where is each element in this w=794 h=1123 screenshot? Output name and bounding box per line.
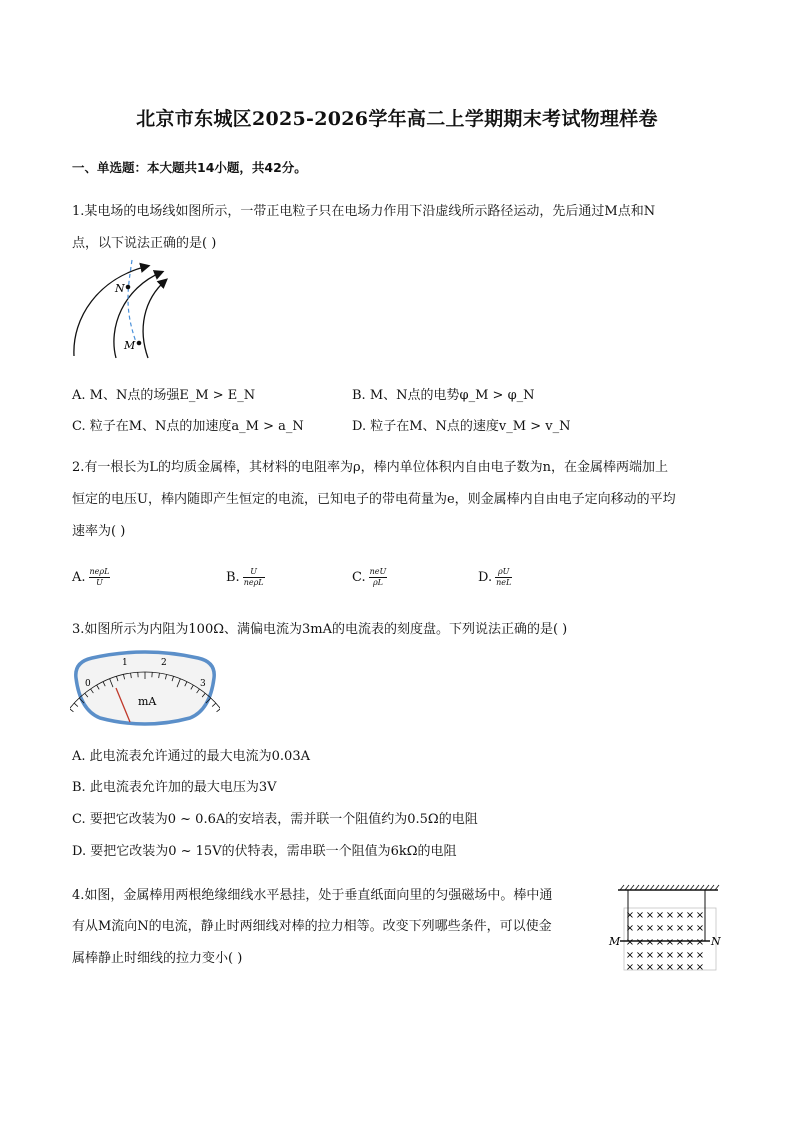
field-cross: ×: [655, 950, 665, 961]
q1-stem-line1: 1.某电场的电场线如图所示，一带正电粒子只在电场力作用下沿虚线所示路径运动，先后通过M点和N: [72, 204, 656, 219]
q1-field-line-figure: [68, 258, 168, 363]
field-cross: ×: [635, 962, 645, 972]
field-cross: ×: [695, 950, 705, 961]
q2-option-b[interactable]: B. $\frac{U}{\text{neρL}}$: [226, 567, 264, 587]
field-cross: ×: [665, 923, 675, 934]
field-cross: ×: [685, 923, 695, 934]
field-cross: ×: [665, 950, 675, 961]
field-cross: ×: [625, 910, 635, 921]
field-cross: ×: [695, 910, 705, 921]
point-m: [137, 341, 142, 346]
field-cross: ×: [695, 962, 705, 972]
q3-option-c[interactable]: C. 要把它改装为0 ~ 0.6A的安培表，需并联一个阻值约为0.5Ω的电阻: [72, 812, 478, 827]
field-cross: ×: [675, 962, 685, 972]
q2-stem-line3: 速率为( ): [72, 524, 126, 539]
dial-tick-mark: [217, 709, 220, 712]
q4-magnetic-field-figure: [608, 884, 724, 972]
field-cross: ×: [635, 937, 645, 948]
dial-tick-3: 3: [200, 679, 206, 689]
dial-tick-1: 1: [122, 658, 128, 668]
q2-option-c[interactable]: C. $\frac{\text{neU}}{\rho L}$: [352, 567, 387, 587]
q4-stem-line3: 属棒静止时细线的拉力变小( ): [72, 951, 243, 966]
q1-option-b[interactable]: B. M、N点的电势φ_M > φ_N: [352, 388, 535, 403]
field-cross: ×: [675, 923, 685, 934]
point-n: [126, 285, 131, 290]
field-cross: ×: [685, 910, 695, 921]
q1-option-c[interactable]: C. 粒子在M、N点的加速度a_M > a_N: [72, 419, 304, 434]
dial-tick-0: 0: [85, 679, 91, 689]
field-cross: ×: [685, 962, 695, 972]
field-cross: ×: [675, 937, 685, 948]
field-cross: ×: [645, 962, 655, 972]
q1-stem-line2: 点，以下说法正确的是( ): [72, 236, 217, 251]
field-cross: ×: [665, 962, 675, 972]
field-cross: ×: [685, 950, 695, 961]
field-cross: ×: [685, 937, 695, 948]
field-cross: ×: [625, 923, 635, 934]
dial-tick-mark: [212, 703, 216, 706]
q3-option-b[interactable]: B. 此电流表允许加的最大电压为3V: [72, 780, 277, 795]
field-cross: ×: [635, 910, 645, 921]
rod-label-m: M: [609, 935, 621, 948]
dial-tick-mark: [70, 709, 73, 712]
field-cross: ×: [655, 910, 665, 921]
label-n: N: [115, 282, 125, 295]
rod-label-n: N: [711, 935, 721, 948]
field-cross: ×: [675, 910, 685, 921]
field-cross: ×: [645, 910, 655, 921]
dial-tick-2: 2: [161, 658, 167, 668]
q1-option-d[interactable]: D. 粒子在M、N点的速度v_M > v_N: [352, 419, 571, 434]
label-m: M: [124, 339, 136, 352]
field-cross: ×: [665, 937, 675, 948]
field-cross: ×: [625, 962, 635, 972]
dial-face: [76, 652, 214, 724]
q2-stem-line1: 2.有一根长为L的均质金属棒，其材料的电阻率为ρ，棒内单位体积内自由电子数为n，在金属棒两端加上: [72, 460, 669, 475]
field-cross: ×: [665, 910, 675, 921]
q2-option-a[interactable]: A. $\frac{\text{neρL}}{U}$: [72, 567, 110, 587]
field-cross: ×: [645, 937, 655, 948]
field-cross: ×: [655, 962, 665, 972]
field-cross: ×: [695, 937, 705, 948]
q2-stem-line2: 恒定的电压U，棒内随即产生恒定的电流，已知电子的带电荷量为e，则金属棒内自由电子定向移动的平均: [72, 492, 676, 507]
field-cross: ×: [655, 923, 665, 934]
q4-stem-line2: 有从M流向N的电流，静止时两细线对棒的拉力相等。改变下列哪些条件，可以使金: [72, 919, 552, 934]
q3-option-d[interactable]: D. 要把它改装为0 ~ 15V的伏特表，需串联一个阻值为6kΩ的电阻: [72, 844, 457, 859]
field-cross: ×: [635, 923, 645, 934]
field-cross: ×: [695, 923, 705, 934]
field-cross: ×: [645, 950, 655, 961]
field-line-3: [143, 280, 166, 358]
dial-unit: mA: [138, 695, 157, 708]
q3-option-a[interactable]: A. 此电流表允许通过的最大电流为0.03A: [72, 749, 310, 764]
field-cross: ×: [655, 937, 665, 948]
field-cross: ×: [675, 950, 685, 961]
field-cross: ×: [645, 923, 655, 934]
field-cross: ×: [625, 937, 635, 948]
field-cross: ×: [625, 950, 635, 961]
section-heading: 一、单选题：本大题共14小题，共42分。: [72, 160, 307, 175]
q1-option-a[interactable]: A. M、N点的场强E_M > E_N: [72, 388, 256, 403]
field-cross: ×: [635, 950, 645, 961]
q3-stem-line1: 3.如图所示为内阻为100Ω、满偏电流为3mA的电流表的刻度盘。下列说法正确的是( ): [72, 622, 568, 637]
q3-ammeter-dial-figure: [70, 648, 220, 726]
q4-stem-line1: 4.如图，金属棒用两根绝缘细线水平悬挂，处于垂直纸面向里的匀强磁场中。棒中通: [72, 888, 553, 903]
dial-tick-mark: [74, 703, 78, 706]
q2-option-d[interactable]: D. $\frac{\rho U}{\text{neL}}$: [478, 567, 512, 587]
page-title: 北京市东城区2025-2026学年高二上学期期末考试物理样卷: [136, 108, 658, 130]
